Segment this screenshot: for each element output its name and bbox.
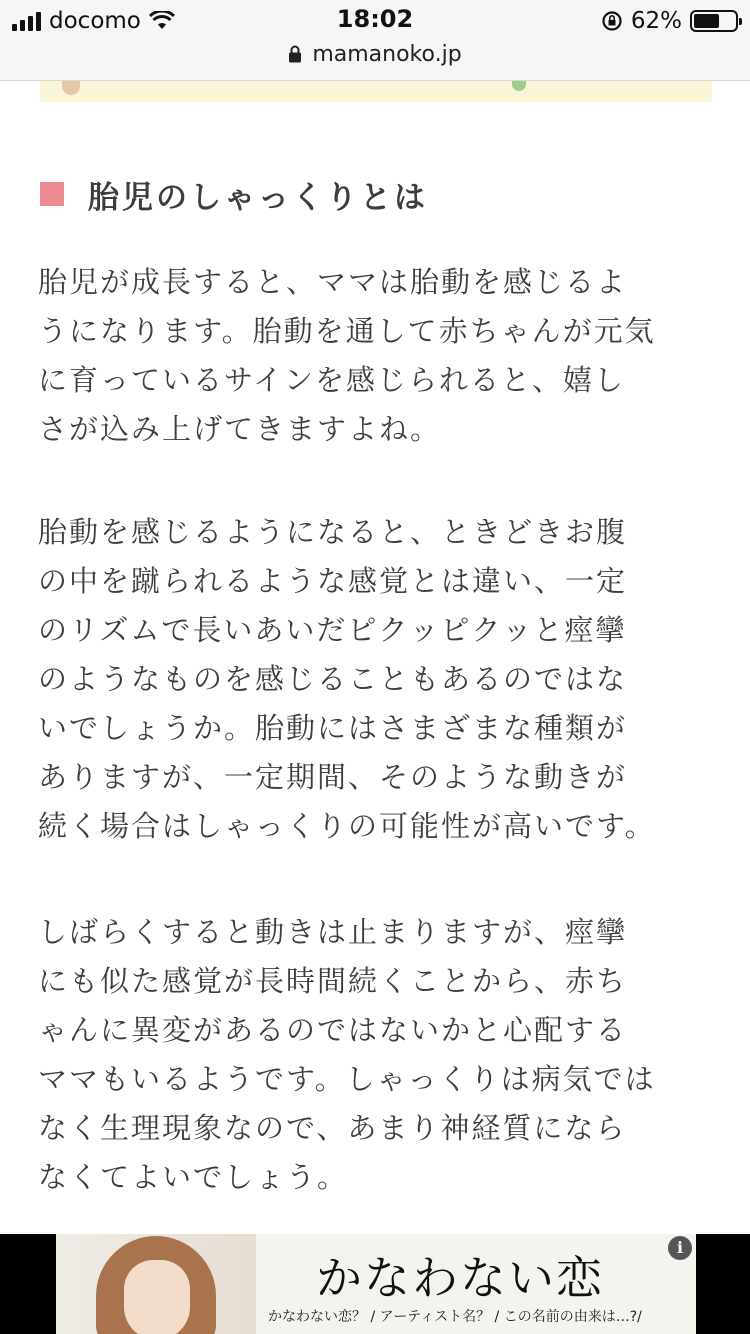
- text-line: の中を蹴られるような感覚とは違い、一定: [38, 564, 628, 598]
- battery-percent: 62%: [630, 8, 682, 34]
- text-line: なくてよいでしょう。: [38, 1160, 349, 1194]
- text-line: ゃんに異変があるのではないかと心配する: [38, 1013, 628, 1047]
- text-line: なく生理現象なので、あまり神経質になら: [38, 1111, 627, 1145]
- banner-leaf-decoration: [512, 81, 526, 91]
- article-paragraph-1: [38, 258, 718, 454]
- section-heading: [40, 172, 428, 216]
- text-line: うになります。胎動を通して赤ちゃんが元気: [38, 314, 656, 348]
- ad-photo: [56, 1234, 256, 1334]
- text-line: しばらくすると動きは止まりますが、痙攣: [38, 915, 628, 949]
- status-bar: [0, 0, 750, 81]
- article-paragraph-2: [38, 508, 718, 851]
- text-line: にも似た感覚が長時間続くことから、赤ち: [38, 964, 628, 998]
- text-line: 続く場合はしゃっくりの可能性が高いです。: [38, 809, 656, 843]
- text-line: さが込み上げてきますよね。: [38, 412, 442, 446]
- text-line: ありますが、一定期間、そのような動きが: [38, 760, 628, 794]
- address-bar[interactable]: [0, 40, 750, 68]
- url-text: mamanoko.jp: [312, 41, 462, 67]
- ad-title: かなわない恋: [316, 1251, 604, 1305]
- heading-text: 胎児のしゃっくりとは: [88, 179, 428, 216]
- ad-subtitle: かなわない恋？ / アーティスト名？ / この名前の由来は…?/: [268, 1309, 642, 1325]
- text-line: に育っているサインを感じられると、嬉し: [38, 363, 625, 397]
- heading-square-icon: [40, 182, 64, 206]
- battery-level: [694, 14, 719, 28]
- text-line: いでしょうか。胎動にはさまざまな種類が: [38, 711, 628, 745]
- banner-decoration: [62, 81, 80, 95]
- text-line: 胎児が成長すると、ママは胎動を感じるよ: [38, 265, 628, 299]
- ad-banner[interactable]: [56, 1234, 696, 1334]
- clock: 18:02: [336, 5, 414, 33]
- text-line: のようなものを感じることもあるのではな: [38, 662, 628, 696]
- article-paragraph-3: [38, 908, 718, 1202]
- orientation-lock-icon: [601, 10, 623, 32]
- text-line: ママもいるようです。しゃっくりは病気では: [38, 1062, 656, 1096]
- battery-icon: [690, 10, 738, 32]
- ad-info-icon[interactable]: i: [668, 1236, 692, 1260]
- text-line: 胎動を感じるようになると、ときどきお腹: [38, 515, 628, 549]
- lock-icon: [288, 45, 302, 63]
- status-right: [601, 6, 738, 36]
- text-line: のリズムで長いあいだピクッピクッと痙攣: [38, 613, 627, 647]
- top-banner-image[interactable]: [40, 81, 712, 102]
- carrier-label: docomo: [49, 8, 141, 34]
